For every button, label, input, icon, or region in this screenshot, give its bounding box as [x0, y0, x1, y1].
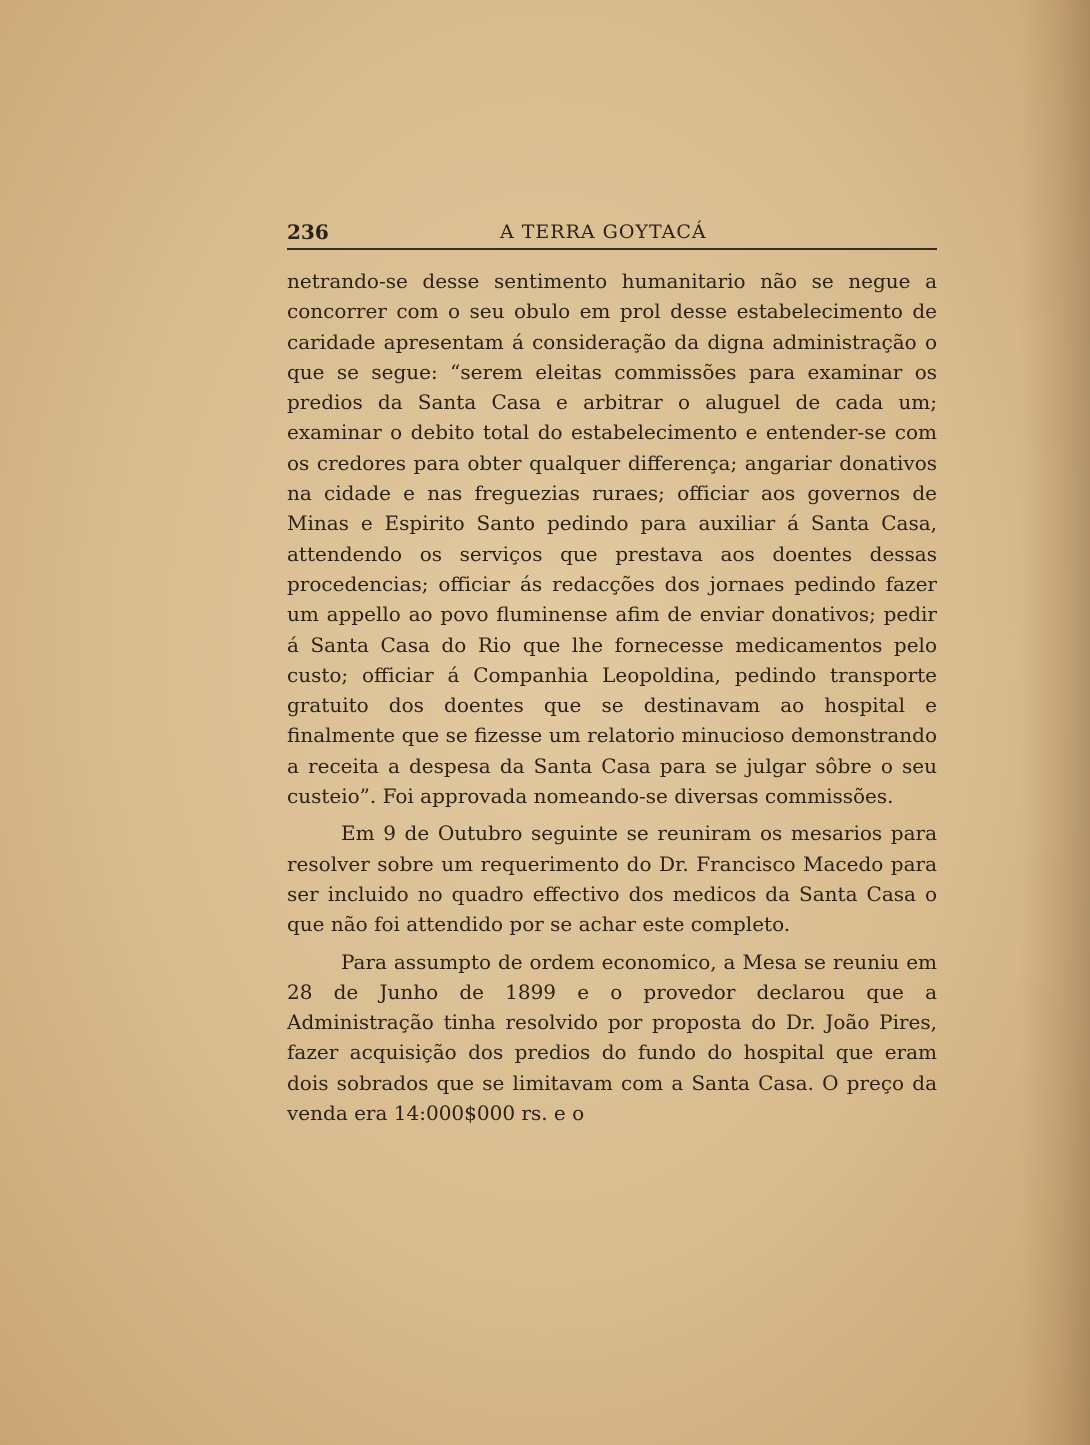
paragraph-1: netrando-se desse sentimento humanitario não se negue a concorrer com o seu obulo em prol desse estabelecimento de caridade apresentam á consideração da digna administração o que se segue: “serem eleitas commissões para examinar os predios da Santa Casa e arbitrar o aluguel de cada um; examinar o debito total do estabelecimento e entender-se com os credores para obter qualquer differença; angariar donativos na cidade e nas freguezias ruraes; officiar aos governos de Minas e Espirito Santo pedindo para auxiliar á Santa Casa, attendendo os serviços que prestava aos doentes dessas procedencias; officiar ás redacções dos jornaes pedindo fazer um appello ao povo fluminense afim de enviar donativos; pedir á Santa Casa do Rio que lhe fornecesse medicamentos pelo custo; officiar á Companhia Leopoldina, pedindo transporte gratuito dos doentes que se destinavam ao hospital e finalmente que se fizesse um relatorio minucioso demonstrando a receita a despesa da Santa Casa para se julgar sôbre o seu custeio”. Foi approvada nomeando-se diversas commissões.: [287, 269, 937, 809]
page-shadow: [1020, 0, 1090, 1445]
page-number: 236: [287, 220, 329, 244]
body-text: [287, 266, 937, 1128]
paragraph-3: Para assumpto de ordem economico, a Mesa se reuniu em 28 de Junho de 1899 e o provedor declarou que a Administração tinha resolvido por proposta do Dr. João Pires, fazer acquisição dos predios do fundo do hospital que eram dois sobrados que se limitavam com a Santa Casa. O preço da venda era 14:000$000 rs. e o: [287, 949, 937, 1126]
paragraph-2: Em 9 de Outubro seguinte se reuniram os mesarios para resolver sobre um requerimento do Dr. Francisco Macedo para ser incluido no quadro effectivo dos medicos da Santa Casa o que não foi attendido por se achar este completo.: [287, 821, 937, 937]
page-header: [287, 220, 937, 250]
running-title: A TERRA GOYTACÁ: [500, 221, 707, 243]
